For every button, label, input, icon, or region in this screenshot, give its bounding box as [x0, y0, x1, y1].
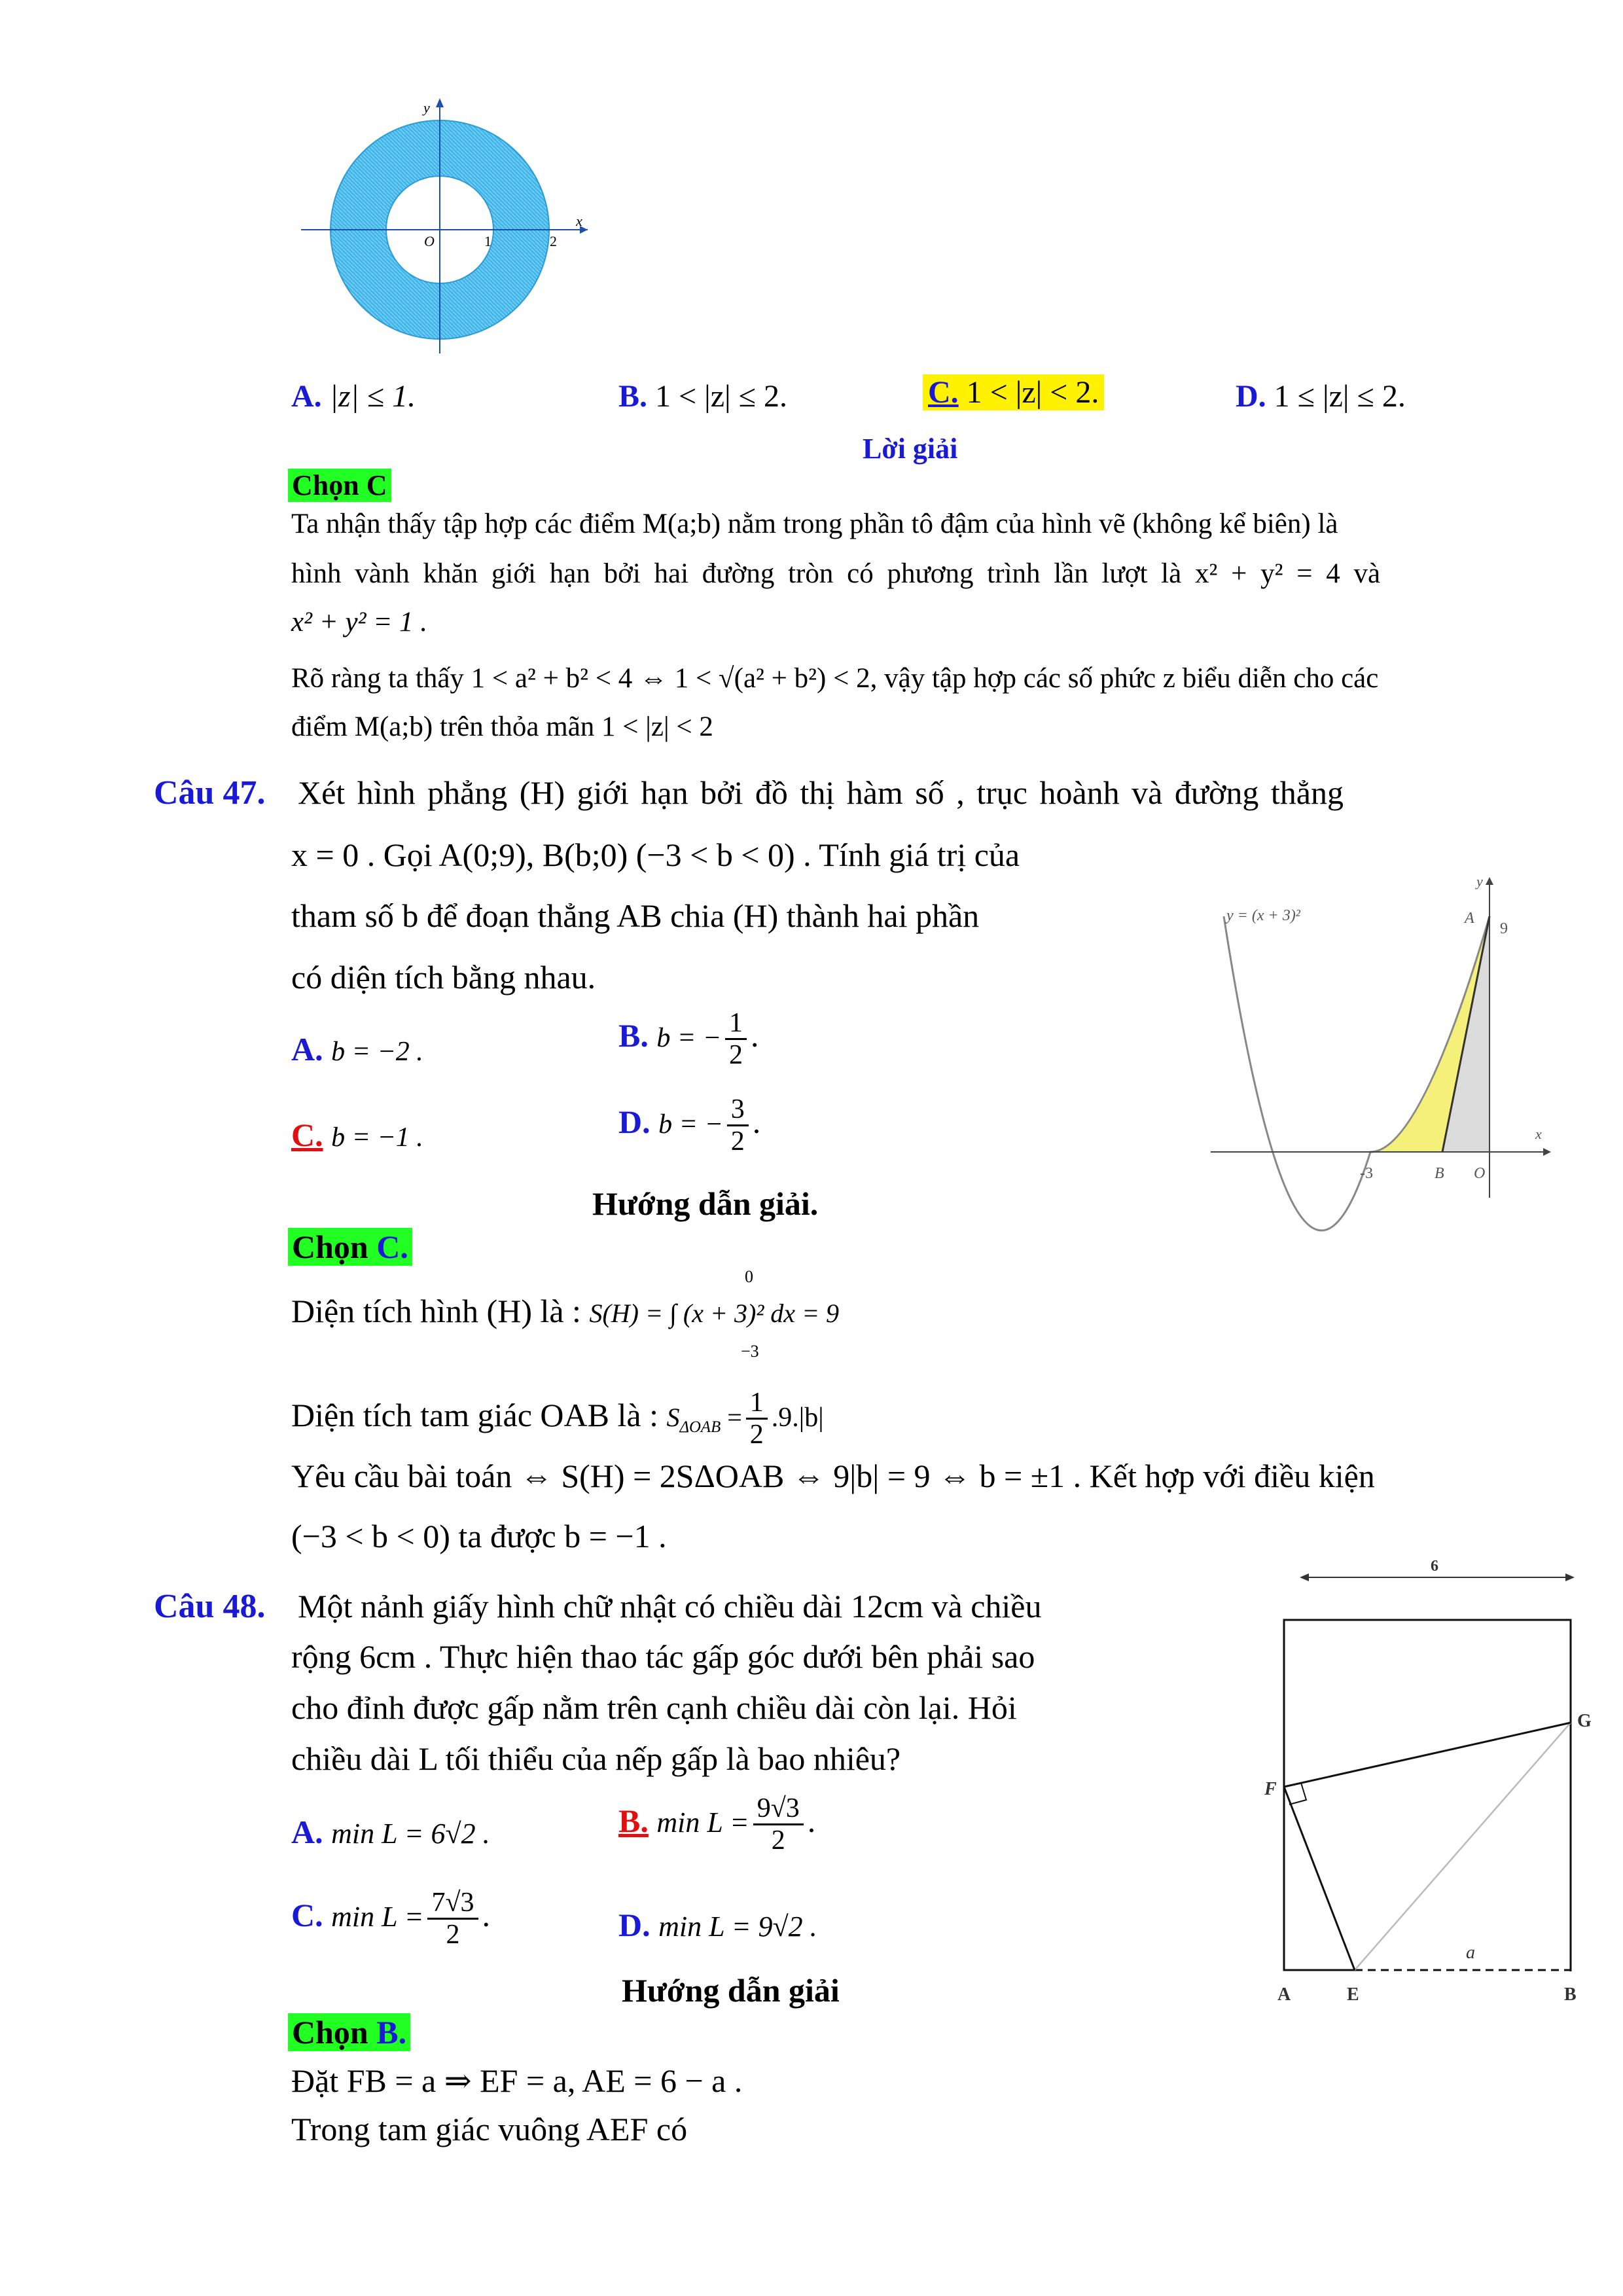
q46-solution-title: Lời giải: [863, 433, 958, 465]
q48-line-2: rộng 6cm . Thực hiện thao tác gấp góc dưới bên phải sao: [291, 1638, 1035, 1675]
q46-option-c[interactable]: C. 1 < |z| < 2.: [923, 374, 1104, 410]
q46-paragraph-3: x² + y² = 1 .: [291, 607, 427, 637]
x-label: x: [1535, 1126, 1542, 1142]
label-e: E: [1347, 1984, 1359, 2005]
q47-option-d[interactable]: D. b = − $\frac{3}{2}$ .: [618, 1094, 761, 1157]
q48-solution-2: Trong tam giác vuông AEF có: [291, 2111, 688, 2147]
q48-label: Câu 48.: [154, 1588, 266, 1625]
q47-option-b[interactable]: B. b = − $\frac{1}{2}$ .: [618, 1008, 759, 1071]
q47-option-c[interactable]: C. b = −1 .: [291, 1117, 423, 1153]
q46-paragraph-1: Ta nhận thấy tập hợp các điểm M(a;b) nằm trong phần tô đậm của hình vẽ (không kể biên) là: [291, 509, 1338, 539]
paper-fold-figure: [1257, 1558, 1592, 2016]
q46-paragraph-5: điểm M(a;b) trên thỏa mãn 1 < |z| < 2: [291, 711, 713, 742]
q48-line-4: chiều dài L tối thiểu của nếp gấp là bao nhiêu?: [291, 1740, 901, 1777]
tick-2: 2: [550, 233, 557, 249]
label-g: G: [1577, 1711, 1592, 1731]
width-label: 6: [1431, 1558, 1438, 1575]
origin-label: O: [1474, 1165, 1486, 1182]
label-a: A: [1277, 1984, 1291, 2005]
right-angle-mark: [1289, 1783, 1306, 1804]
q48-option-a[interactable]: A. min L = 6√2 .: [291, 1814, 490, 1850]
segment-fg: [1284, 1723, 1571, 1787]
q48-line-3: cho đỉnh được gấp nằm trên cạnh chiều dài còn lại. Hỏi: [291, 1689, 1017, 1726]
q48-line-1: Một nảnh giấy hình chữ nhật có chiều dài 12cm và chiều: [298, 1588, 1042, 1624]
q47-choice: Chọn C.: [288, 1228, 412, 1266]
segment-ef: [1284, 1787, 1355, 1970]
q48-option-d[interactable]: D. min L = 9√2 .: [618, 1907, 817, 1943]
q48-option-b[interactable]: B. min L = $\frac{9√3}{2}$ .: [618, 1793, 816, 1856]
q48-option-c[interactable]: C. min L = $\frac{7√3}{2}$ .: [291, 1888, 491, 1950]
q47-option-a[interactable]: A. b = −2 .: [291, 1031, 423, 1067]
fold-line-eg: [1355, 1723, 1571, 1970]
paper-rect: [1284, 1620, 1571, 1971]
tick-minus3: -3: [1360, 1165, 1373, 1182]
label-f: F: [1264, 1779, 1277, 1799]
parabola-graph: [1204, 870, 1558, 1204]
q48-choice: Chọn B.: [288, 2013, 410, 2051]
y-label: y: [1476, 873, 1483, 889]
q47-line-3: tham số b để đoạn thẳng AB chia (H) thành hai phần: [291, 897, 980, 934]
q47-solution-3: Yêu cầu bài toán ⇔ S(H) = 2SΔOAB ⇔ 9|b| = 9 ⇔ b = ±1 . Kết hợp với điều kiện: [291, 1458, 1375, 1494]
label-a-length: a: [1466, 1943, 1475, 1963]
tick-1: 1: [484, 233, 491, 249]
q47-line-4: có diện tích bằng nhau.: [291, 959, 596, 996]
q47-integral-lower: −3: [741, 1342, 759, 1361]
q47-guide-title: Hướng dẫn giải.: [592, 1185, 819, 1222]
point-b-label: B: [1435, 1165, 1444, 1182]
origin-label: O: [424, 233, 435, 249]
q48-solution-1: Đặt FB = a ⇒ EF = a, AE = 6 − a .: [291, 2062, 743, 2099]
x-axis-label: x: [576, 213, 582, 229]
q48-guide-title: Hướng dẫn giải: [622, 1972, 840, 2009]
q46-option-a[interactable]: A. |z| ≤ 1.: [291, 379, 416, 414]
tick-9: 9: [1500, 920, 1508, 937]
q46-choice: Chọn C: [288, 469, 391, 502]
q47-solution-4: (−3 < b < 0) ta được b = −1 .: [291, 1518, 667, 1554]
q47-solution-2: Diện tích tam giác OAB là : $S_{\Delta OAB}$ = $\frac{1}{2}$ .9.|b|: [291, 1388, 824, 1450]
q47-solution-1: Diện tích hình (H) là : S(H) = ∫ (x + 3)² dx = 9: [291, 1293, 840, 1329]
q47-line-2: x = 0 . Gọi A(0;9), B(b;0) (−3 < b < 0) . Tính giá trị của: [291, 836, 1020, 873]
q47-integral-upper: 0: [745, 1267, 753, 1286]
y-axis-label: y: [423, 99, 430, 116]
annulus-graph: [288, 92, 602, 367]
curve-label: y = (x + 3)²: [1226, 907, 1300, 924]
q46-option-b[interactable]: B. 1 < |z| ≤ 2.: [618, 379, 787, 414]
q46-option-d[interactable]: D. 1 ≤ |z| ≤ 2.: [1236, 379, 1406, 414]
q46-paragraph-4: Rõ ràng ta thấy 1 < a² + b² < 4 ⇔ 1 < √(a² + b²) < 2, vậy tập hợp các số phức z biểu diễn cho các: [291, 663, 1379, 694]
q46-paragraph-2: hình vành khăn giới hạn bởi hai đường tròn có phương trình lần lượt là x² + y² = 4 và: [291, 558, 1381, 589]
point-a-label: A: [1465, 910, 1474, 927]
q47-label: Câu 47.: [154, 774, 266, 812]
label-b: B: [1564, 1984, 1577, 2005]
q47-line-1: Xét hình phẳng (H) giới hạn bởi đồ thị hàm số , trục hoành và đường thẳng: [298, 774, 1344, 811]
